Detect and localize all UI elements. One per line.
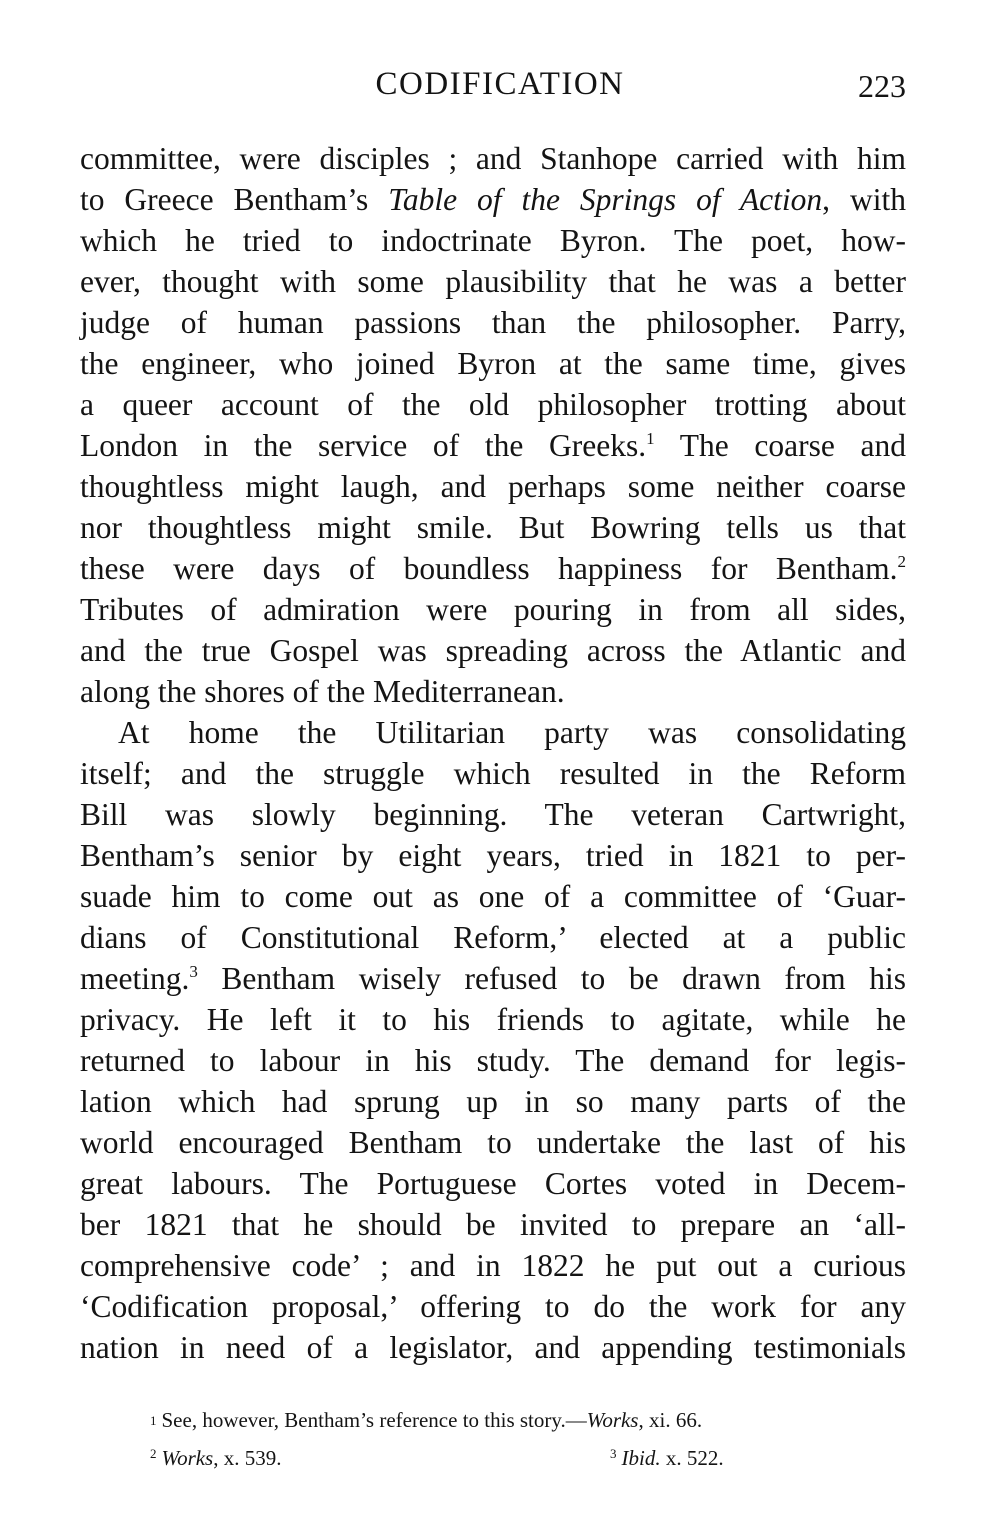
running-head: CODIFICATION <box>375 66 625 102</box>
footnote-marker: 3 <box>189 962 198 981</box>
text-run: , with <box>822 182 906 217</box>
text-line: ‘Codification proposal,’ offering to do the work for any <box>80 1289 906 1324</box>
text-line: ever, thought with some plausibility that he was a better <box>80 264 906 299</box>
text-line: itself; and the struggle which resulted in the Reform <box>80 756 906 791</box>
text-line: world encouraged Bentham to undertake the last of his <box>80 1125 906 1160</box>
footnote-marker: 1 <box>646 429 655 448</box>
text-line: and the true Gospel was spreading across the Atlantic and <box>80 633 906 668</box>
text-line: suade him to come out as one of a committee of ‘Guar- <box>80 879 906 914</box>
text-line: lation which had sprung up in so many parts of the <box>80 1084 906 1119</box>
footnote-3 <box>610 1437 870 1470</box>
text-line: along the shores of the Mediterranean. <box>80 674 565 709</box>
text-line: judge of human passions than the philosopher. Parry, <box>80 305 906 340</box>
text-line: comprehensive code’ ; and in 1822 he put out a curious <box>80 1248 906 1283</box>
footnote-row <box>150 1437 870 1470</box>
text-line: Bill was slowly beginning. The veteran Cartwright, <box>80 797 906 832</box>
footnote-source: Works <box>586 1408 639 1432</box>
text-run: London in the service of the Greeks. <box>80 428 647 463</box>
footnote-2 <box>150 1437 610 1470</box>
text-line: great labours. The Portuguese Cortes voted in Decem- <box>80 1166 906 1201</box>
footnote-reference: , x. 539. <box>213 1446 282 1470</box>
work-title: Table of the Springs of Action <box>388 182 823 217</box>
text-run: to Greece Bentham’s <box>80 182 389 217</box>
text-line <box>80 548 906 589</box>
text-line: which he tried to indoctrinate Byron. The poet, how- <box>80 223 906 258</box>
text-run: these were days of boundless happiness for Bentham. <box>80 551 898 586</box>
text-run: Bentham wisely refused to be drawn from his <box>197 961 906 996</box>
text-line <box>80 179 906 220</box>
text-run: meeting. <box>80 961 190 996</box>
text-line: nor thoughtless might smile. But Bowring tells us that <box>80 510 906 545</box>
footnote-1 <box>150 1404 870 1437</box>
text-line: privacy. He left it to his friends to agitate, while he <box>80 1002 906 1037</box>
body-text <box>80 138 906 1368</box>
text-line: Bentham’s senior by eight years, tried in 1821 to per- <box>80 838 906 873</box>
footnote-reference: , xi. 66. <box>638 1408 703 1432</box>
text-line: Tributes of admiration were pouring in from all sides, <box>80 592 906 627</box>
text-run: The coarse and <box>654 428 906 463</box>
footnote-source: Works <box>161 1446 214 1470</box>
text-line: committee, were disciples ; and Stanhope carried with him <box>80 141 906 176</box>
footnote-text: See, however, Bentham’s reference to this story.— <box>161 1408 587 1432</box>
page-number: 223 <box>858 68 906 104</box>
text-line: nation in need of a legislator, and appending testimonials <box>80 1330 906 1365</box>
footnote-reference: x. 522. <box>660 1446 724 1470</box>
text-line: ber 1821 that he should be invited to prepare an ‘all- <box>80 1207 906 1242</box>
footnote-marker: 2 <box>897 552 906 571</box>
footnote-source: Ibid. <box>621 1446 661 1470</box>
text-line: dians of Constitutional Reform,’ elected at a public <box>80 920 906 955</box>
text-line: the engineer, who joined Byron at the same time, gives <box>80 346 906 381</box>
footnote-number: 1 <box>150 1413 157 1428</box>
text-line: thoughtless might laugh, and perhaps some neither coarse <box>80 469 906 504</box>
text-line: At home the Utilitarian party was consolidating <box>118 715 906 750</box>
footnote-number: 2 <box>150 1446 157 1461</box>
page-header <box>0 66 1000 114</box>
text-line: returned to labour in his study. The demand for legis- <box>80 1043 906 1078</box>
text-line <box>80 425 906 466</box>
text-line <box>80 958 906 999</box>
footnotes <box>150 1404 870 1470</box>
footnote-number: 3 <box>610 1446 617 1461</box>
text-line: a queer account of the old philosopher trotting about <box>80 387 906 422</box>
